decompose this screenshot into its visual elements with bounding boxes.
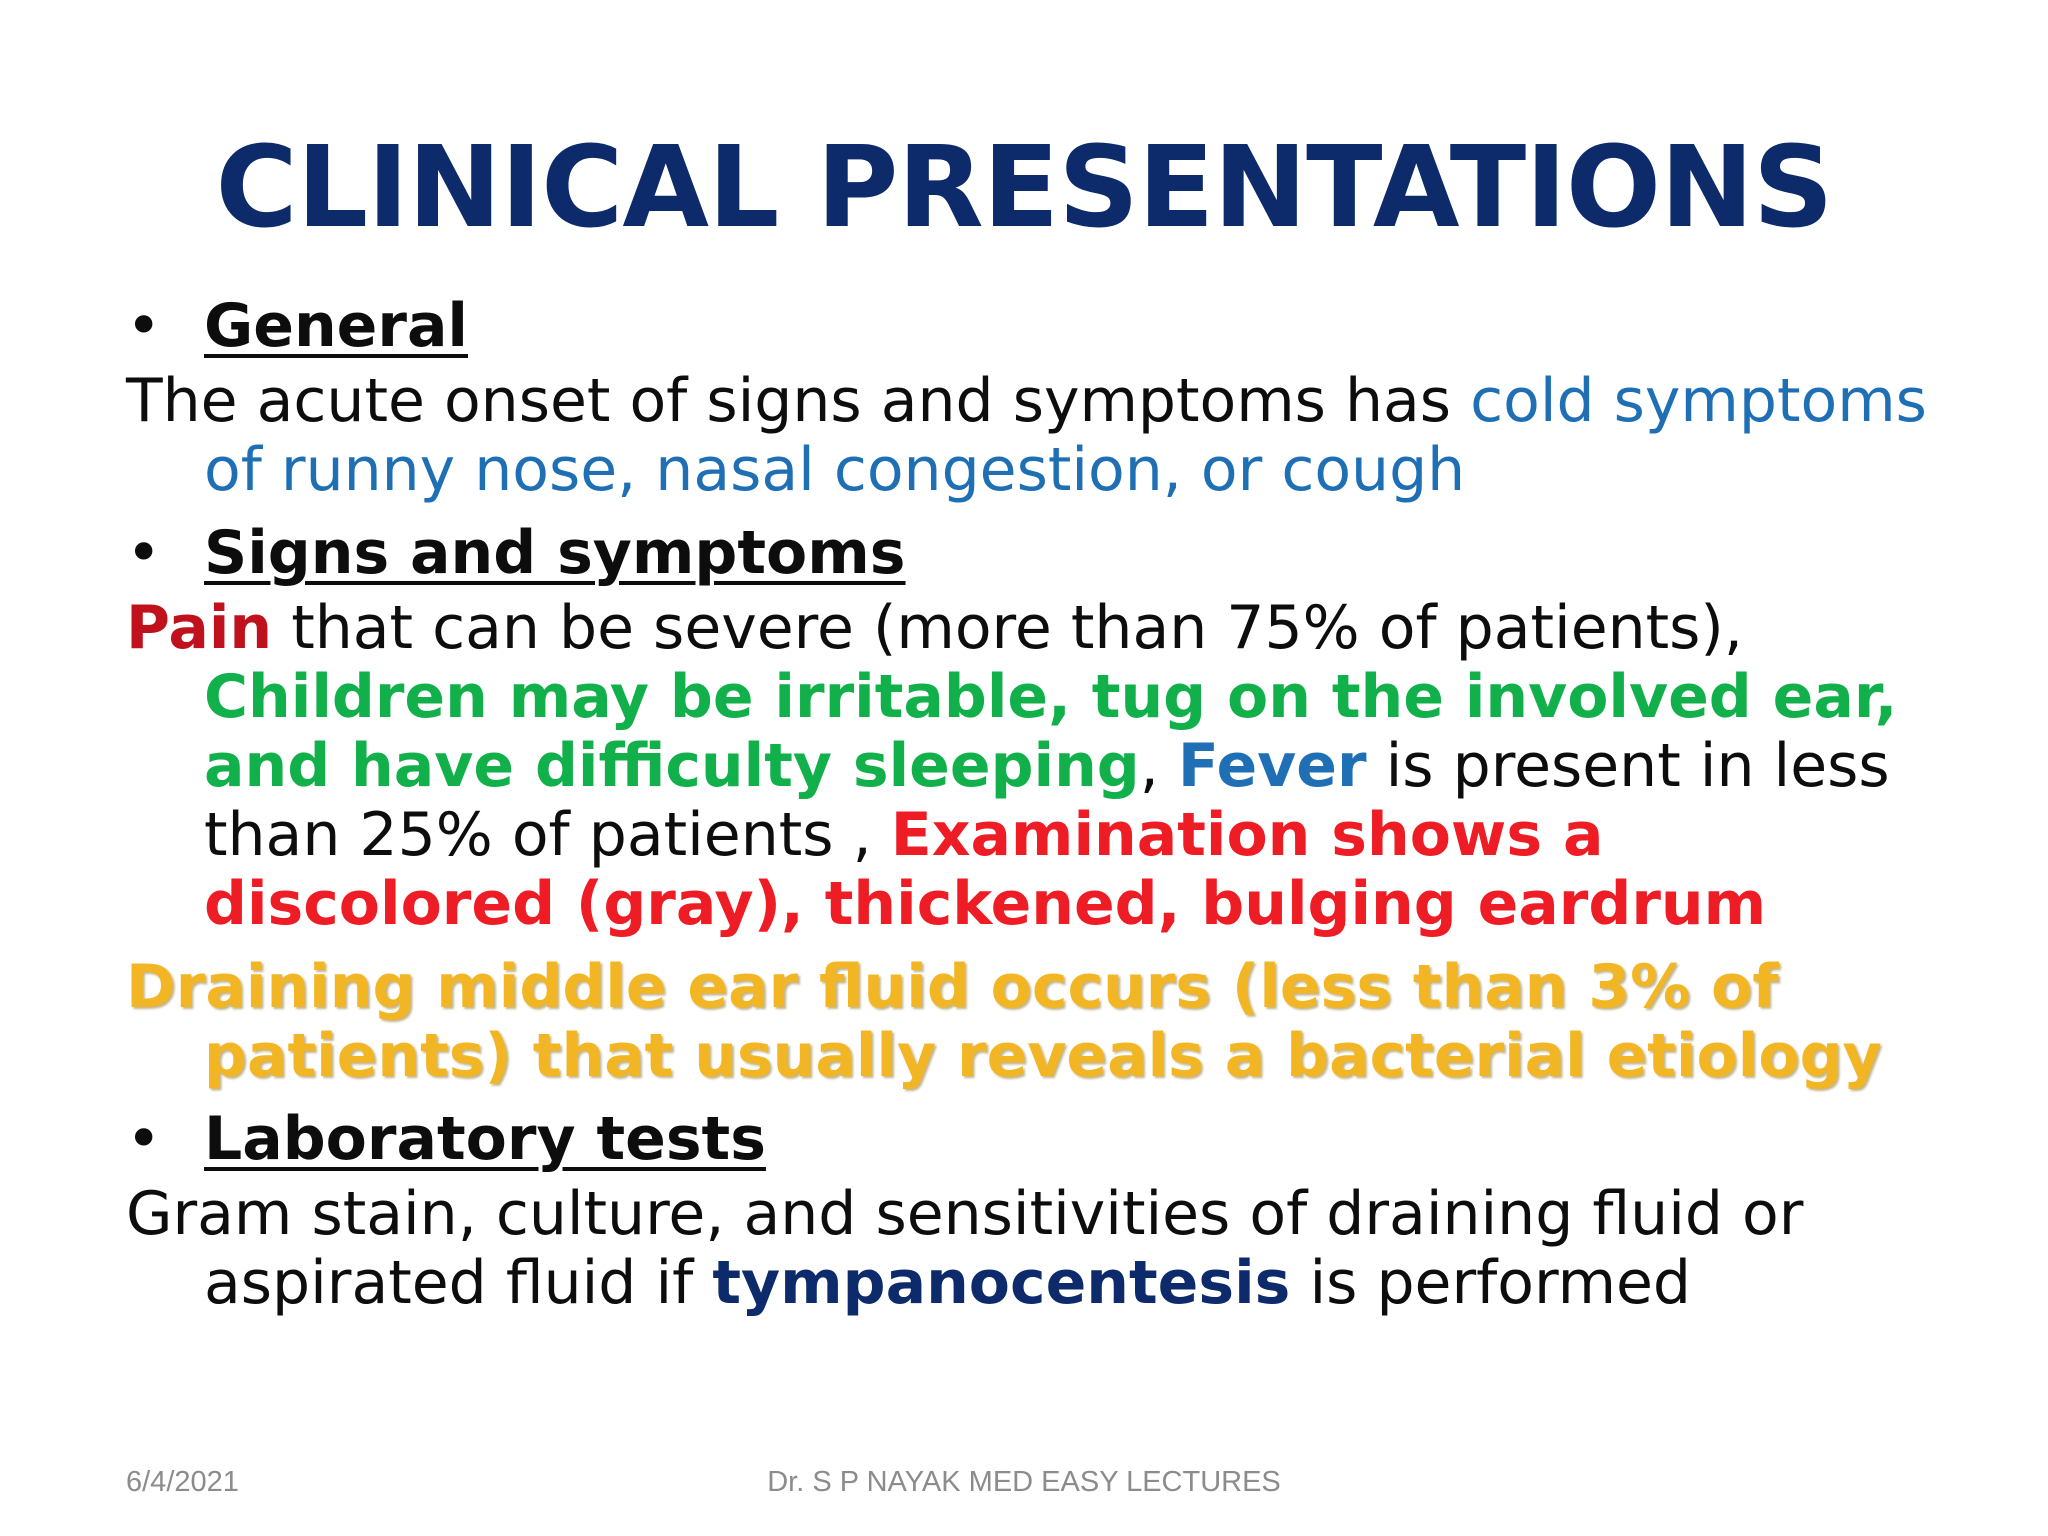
draining-text: Draining middle ear fluid occurs (less than 3% of patients) that usually reveals a bacterial etiology [126,952,1882,1091]
footer-author: Dr. S P NAYAK MED EASY LECTURES [767,1466,1281,1498]
pain-description: that can be severe (more than 75% of patients), [272,593,1743,663]
children-text: Children may be irritable, tug on the involved ear, and have difficulty sleeping [204,662,1898,801]
lab-text: Gram stain, culture, and sensitivities of draining fluid or aspirated fluid if [126,1179,1804,1318]
general-paragraph [126,367,1946,505]
tympanocentesis-text: tympanocentesis [712,1248,1291,1318]
signs-paragraph [126,594,1946,939]
draining-paragraph [126,953,1946,1091]
lab-heading: Laboratory tests [204,1104,766,1174]
lab-paragraph [126,1180,1946,1318]
slide-content [126,292,1946,1332]
lab-text-end: is performed [1290,1248,1692,1318]
bullet-icon: • [126,1104,162,1174]
cold-symptoms-text: cold symptoms of runny nose, nasal congestion, or cough [204,366,1927,505]
general-text: The acute onset of signs and symptoms has [126,366,1471,436]
bullet-icon: • [126,291,162,361]
signs-heading: Signs and symptoms [204,518,906,588]
lab-bullet-row [126,1105,1946,1174]
fever-text: Fever [1177,731,1367,801]
footer-date: 6/4/2021 [126,1466,239,1498]
general-bullet-row [126,292,1946,361]
slide-title: CLINICAL PRESENTATIONS [215,123,1833,253]
comma-text: , [1139,731,1178,801]
general-heading: General [204,291,468,361]
pain-text: Pain [126,593,273,663]
signs-bullet-row [126,519,1946,588]
examination-text: Examination shows a discolored (gray), thickened, bulging eardrum [204,800,1767,939]
fever-description: is present in less than 25% of patients , [204,731,1890,870]
bullet-icon: • [126,518,162,588]
